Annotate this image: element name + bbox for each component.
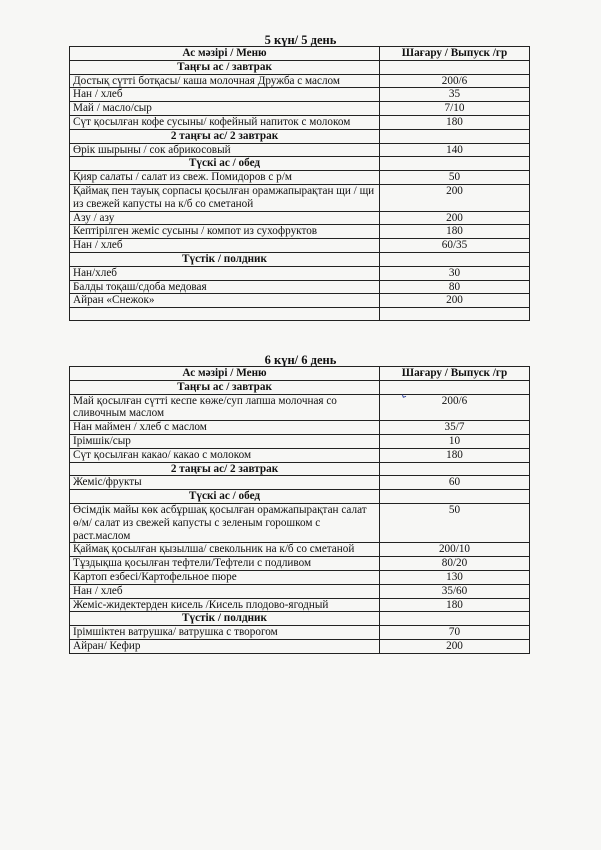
portion-value: 200 [380, 211, 530, 225]
day5-title: 5 күн/ 5 день [264, 33, 337, 47]
section-empty-cell [380, 490, 530, 504]
section-heading: Таңғы ас / завтрак [70, 60, 380, 74]
menu-item-row [70, 280, 530, 294]
section-empty-cell [380, 157, 530, 171]
portion-value: 80 [380, 280, 530, 294]
day6-table-body [70, 380, 530, 653]
section-row [70, 129, 530, 143]
section-heading: 2 таңғы ас/ 2 завтрак [70, 129, 380, 143]
portion-value: 60 [380, 476, 530, 490]
output-column-header: Шағару / Выпуск /гр [380, 367, 530, 381]
dish-name: Сүт қосылған какао/ какао с молоком [70, 448, 380, 462]
pen-check-mark: ⌄ [397, 387, 412, 403]
dish-name: Нан/хлеб [70, 266, 380, 280]
dish-name: Тұздықша қосылған тефтели/Тефтели с подливом [70, 557, 380, 571]
output-column-header: Шағару / Выпуск /гр [380, 47, 530, 61]
dish-name: Жеміс-жидектерден кисель /Кисель плодово-ягодный [70, 598, 380, 612]
section-row [70, 60, 530, 74]
day5-menu-table [69, 46, 530, 321]
portion-value: 200 [380, 639, 530, 653]
menu-item-row [70, 584, 530, 598]
portion-value: 180 [380, 448, 530, 462]
menu-item-row [70, 225, 530, 239]
menu-item-row [70, 266, 530, 280]
dish-name: Нан / хлеб [70, 239, 380, 253]
section-heading: Түстік / полдник [70, 612, 380, 626]
day6-menu-table [69, 366, 530, 654]
dish-name: Сүт қосылған кофе сусыны/ кофейный напиток с молоком [70, 115, 380, 129]
portion-value: 180 [380, 115, 530, 129]
dish-name: Ірімшіктен ватрушка/ ватрушка с творогом [70, 626, 380, 640]
section-heading: Таңғы ас / завтрак [70, 380, 380, 394]
menu-column-header: Ас мәзірі / Меню [70, 47, 380, 61]
menu-item-row [70, 239, 530, 253]
portion-value: 30 [380, 266, 530, 280]
dish-name: Достық сүтті ботқасы/ каша молочная Дружба с маслом [70, 74, 380, 88]
menu-item-row [70, 626, 530, 640]
portion-value: 7/10 [380, 102, 530, 116]
table-header-row [70, 47, 530, 61]
menu-item-row [70, 74, 530, 88]
dish-name: Нан маймен / хлеб с маслом [70, 421, 380, 435]
menu-item-row [70, 557, 530, 571]
section-row [70, 490, 530, 504]
menu-item-row [70, 294, 530, 308]
dish-name: Айран/ Кефир [70, 639, 380, 653]
menu-item-row [70, 88, 530, 102]
dish-name: Өрік шырыны / сок абрикосовый [70, 143, 380, 157]
portion-value: 180 [380, 598, 530, 612]
portion-value: 200 [380, 184, 530, 211]
dish-name: Картоп езбесі/Картофельное пюре [70, 570, 380, 584]
dish-name: Қаймақ пен тауық сорпасы қосылған орамжапырақтан щи / щи из свежей капусты на к/б со сметаной [70, 184, 380, 211]
menu-item-row [70, 503, 530, 542]
menu-item-row [70, 598, 530, 612]
dish-name: Кептірілген жеміс сусыны / компот из сухофруктов [70, 225, 380, 239]
dish-name: Балды тоқаш/сдоба медовая [70, 280, 380, 294]
day6-title: 6 күн/ 6 день [264, 353, 337, 367]
portion-value: 35/60 [380, 584, 530, 598]
dish-name: Азу / азу [70, 211, 380, 225]
menu-item-row [70, 184, 530, 211]
portion-value: 10 [380, 434, 530, 448]
portion-value: 200/6 [380, 74, 530, 88]
table-header-row [70, 367, 530, 381]
portion-value: 180 [380, 225, 530, 239]
portion-value: 50 [380, 503, 530, 542]
dish-name: Қияр салаты / салат из свеж. Помидоров с р/м [70, 171, 380, 185]
menu-item-row [70, 171, 530, 185]
dish-name: Ірімшік/сыр [70, 434, 380, 448]
portion-value: 200/6 [380, 394, 530, 421]
section-heading: 2 таңғы ас/ 2 завтрак [70, 462, 380, 476]
menu-item-row [70, 394, 530, 421]
dish-name: Нан / хлеб [70, 584, 380, 598]
portion-value: 70 [380, 626, 530, 640]
dish-name: Нан / хлеб [70, 88, 380, 102]
section-heading: Түскі ас / обед [70, 157, 380, 171]
section-row [70, 157, 530, 171]
menu-item-row [70, 143, 530, 157]
dish-name: Май / масло/сыр [70, 102, 380, 116]
portion-value: 50 [380, 171, 530, 185]
portion-value: 35 [380, 88, 530, 102]
menu-item-row [70, 211, 530, 225]
section-empty-cell [380, 60, 530, 74]
section-row [70, 612, 530, 626]
section-heading: Түскі ас / обед [70, 490, 380, 504]
section-empty-cell [380, 129, 530, 143]
menu-item-row [70, 421, 530, 435]
menu-item-row [70, 570, 530, 584]
section-row [70, 252, 530, 266]
dish-name: Қаймақ қосылған қызылша/ свекольник на к/б со сметаной [70, 543, 380, 557]
portion-value: 140 [380, 143, 530, 157]
menu-item-row [70, 448, 530, 462]
menu-item-row [70, 476, 530, 490]
menu-column-header: Ас мәзірі / Меню [70, 367, 380, 381]
menu-item-row [70, 115, 530, 129]
portion-value: 200 [380, 294, 530, 308]
section-empty-cell [380, 252, 530, 266]
portion-value: 130 [380, 570, 530, 584]
portion-value: 200/10 [380, 543, 530, 557]
portion-value [380, 308, 530, 321]
dish-name: Май қосылған сүтті кеспе көже/суп лапша молочная со сливочным маслом [70, 394, 380, 421]
section-heading: Түстік / полдник [70, 252, 380, 266]
dish-name: Өсімдік майы көк асбұршақ қосылған орамжапырақтан салат ө/м/ салат из свежей капусты с зеленым горошком с раст.маслом [70, 503, 380, 542]
day5-table-body [70, 60, 530, 320]
menu-item-row [70, 434, 530, 448]
blank-row [70, 308, 530, 321]
section-empty-cell [380, 462, 530, 476]
portion-value: 60/35 [380, 239, 530, 253]
dish-name: Жеміс/фрукты [70, 476, 380, 490]
dish-name [70, 308, 380, 321]
section-row [70, 380, 530, 394]
portion-value: 80/20 [380, 557, 530, 571]
menu-item-row [70, 543, 530, 557]
section-empty-cell [380, 612, 530, 626]
section-row [70, 462, 530, 476]
portion-value: 35/7 [380, 421, 530, 435]
menu-item-row [70, 102, 530, 116]
dish-name: Айран «Снежок» [70, 294, 380, 308]
menu-item-row [70, 639, 530, 653]
